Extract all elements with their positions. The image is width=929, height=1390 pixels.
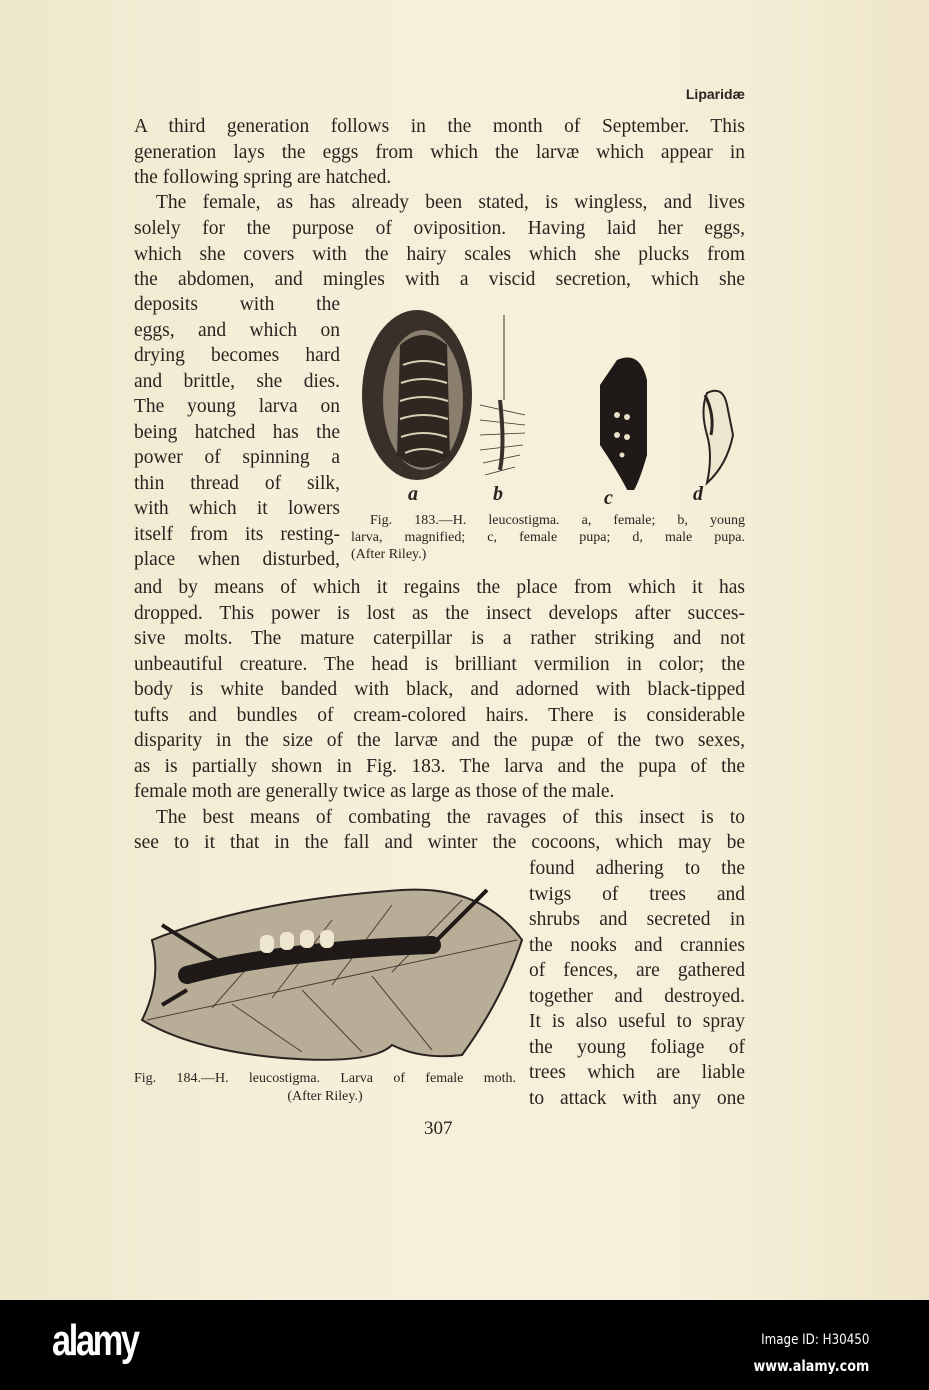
- text-line: the young foliage of: [529, 1036, 745, 1058]
- text-line: the abdomen, and mingles with a viscid secretion, which she: [134, 269, 745, 290]
- female-pupa: [600, 358, 647, 491]
- text-line: generation lays the eggs from which the larvæ which appear in: [134, 141, 745, 163]
- text-line: trees which are liable: [529, 1062, 745, 1083]
- text-line: disparity in the size of the larvæ and the pupæ of the two sexes,: [134, 730, 745, 751]
- alamy-logo: alamy: [52, 1316, 138, 1365]
- figure-label-a: a: [408, 483, 418, 505]
- text-line: The best means of combating the ravages of this insect is to: [156, 807, 745, 828]
- text-line: with which it lowers: [134, 498, 340, 519]
- figure-183-caption-line: Fig. 183.—H. leucostigma. a, female; b, young: [370, 513, 745, 528]
- text-line: power of spinning a: [134, 447, 340, 468]
- figure-184-caption-line: Fig. 184.—H. leucostigma. Larva of female moth.: [134, 1071, 516, 1086]
- text-line: It is also useful to spray: [529, 1011, 745, 1032]
- text-line: itself from its resting-: [134, 523, 340, 545]
- text-line: female moth are generally twice as large as those of the male.: [134, 781, 615, 802]
- text-line: which she covers with the hairy scales which she plucks from: [134, 243, 745, 265]
- running-header: Liparidæ: [685, 86, 745, 102]
- text-line: solely for the purpose of oviposition. Having laid her eggs,: [134, 218, 745, 239]
- young-larva: [480, 315, 525, 475]
- image-id: Image ID: H30450: [760, 1332, 869, 1348]
- text-line: body is white banded with black, and adorned with black-tipped: [134, 679, 745, 700]
- text-line: A third generation follows in the month of September. This: [134, 116, 745, 137]
- male-pupa: [704, 391, 734, 483]
- text-line: to attack with any one: [529, 1087, 745, 1109]
- text-line: dropped. This power is lost as the insect develops after succes-: [134, 602, 745, 624]
- text-line: and brittle, she dies.: [134, 370, 340, 392]
- text-line: unbeautiful creature. The head is brilliant vermilion in color; the: [134, 653, 745, 675]
- text-line: The young larva on: [134, 396, 340, 417]
- text-line: the following spring are hatched.: [134, 167, 392, 188]
- text-line: of fences, are gathered: [529, 960, 745, 981]
- text-line: deposits with the: [134, 294, 340, 315]
- text-line: shrubs and secreted in: [529, 909, 745, 930]
- figure-183-illustration: [355, 305, 745, 490]
- female-moth-on-cocoon: [362, 310, 472, 480]
- text-line: The female, as has already been stated, is wingless, and lives: [156, 192, 745, 213]
- figure-label-b: b: [493, 483, 503, 505]
- figure-183-caption-line: (After Riley.): [351, 547, 427, 562]
- text-line: the nooks and crannies: [529, 934, 745, 956]
- text-line: see to it that in the fall and winter the cocoons, which may be: [134, 832, 745, 853]
- figure-184-caption-line: (After Riley.): [287, 1089, 363, 1104]
- text-line: twigs of trees and: [529, 883, 745, 905]
- site-url: www.alamy.com: [753, 1357, 869, 1375]
- text-line: as is partially shown in Fig. 183. The larva and the pupa of the: [134, 755, 745, 777]
- text-line: being hatched has the: [134, 421, 340, 443]
- text-line: eggs, and which on: [134, 319, 340, 341]
- text-line: drying becomes hard: [134, 345, 340, 366]
- figure-183-caption-line: larva, magnified; c, female pupa; d, male pupa.: [351, 530, 745, 545]
- page-number: 307: [424, 1118, 453, 1139]
- text-line: together and destroyed.: [529, 985, 745, 1007]
- text-line: found adhering to the: [529, 858, 745, 879]
- figure-label-d: d: [693, 483, 703, 505]
- text-line: and by means of which it regains the place from which it has: [134, 577, 745, 598]
- text-line: thin thread of silk,: [134, 472, 340, 494]
- figure-184-illustration: [132, 880, 527, 1065]
- text-line: sive molts. The mature caterpillar is a rather striking and not: [134, 628, 745, 649]
- figure-label-c: c: [604, 487, 613, 509]
- text-line: tufts and bundles of cream-colored hairs. There is considerable: [134, 704, 745, 726]
- text-line: place when disturbed,: [134, 549, 340, 570]
